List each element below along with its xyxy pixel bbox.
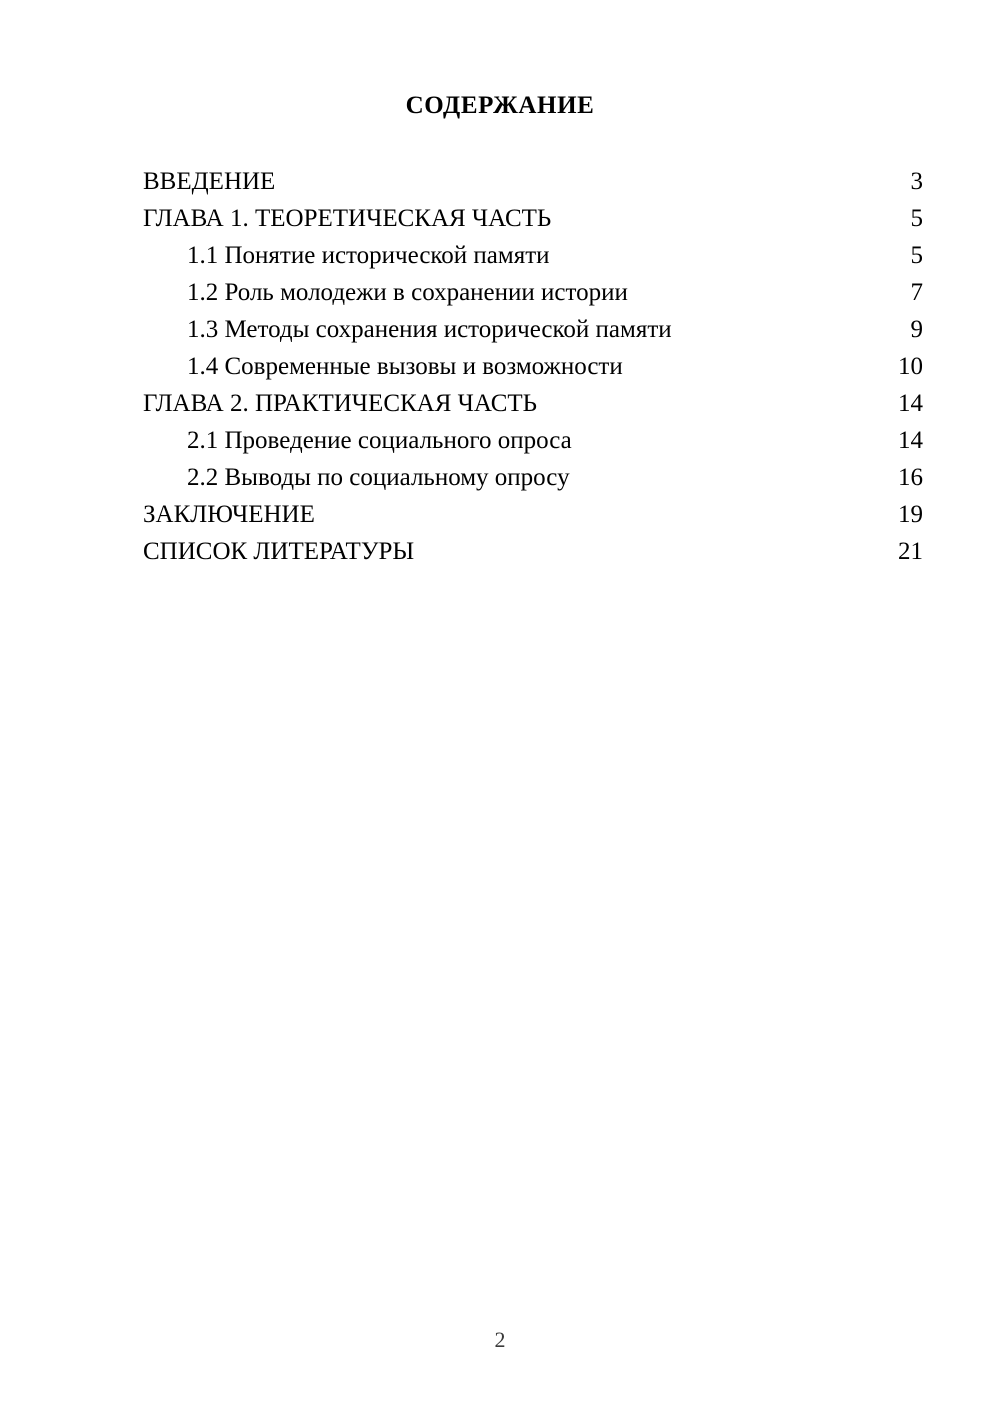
toc-entry-1-4[interactable] [143,348,923,385]
toc-entry-label: 2.2 Выводы по социальному опросу [187,464,570,491]
toc-entry-label: 1.3 Методы сохранения исторической памяти [187,316,672,343]
toc-entry-introduction[interactable] [143,163,923,200]
toc-entry-page: 14 [898,390,923,417]
toc-entry-1-1[interactable] [143,237,923,274]
toc-entry-conclusion[interactable] [143,496,923,533]
toc-entry-label: 1.4 Современные вызовы и возможности [187,353,623,380]
toc-entry-references[interactable] [143,533,923,570]
page-footer-number: 2 [494,1327,506,1352]
toc-entry-page: 10 [898,353,923,380]
toc-entry-label: СПИСОК ЛИТЕРАТУРЫ [143,538,415,565]
toc-entry-page: 3 [910,168,923,195]
toc-entry-2-1[interactable] [143,422,923,459]
toc-entry-chapter-2[interactable] [143,385,923,422]
page-title: СОДЕРЖАНИЕ [405,92,595,119]
toc-entry-page: 14 [898,427,923,454]
toc-entry-chapter-1[interactable] [143,200,923,237]
toc-entry-label: ГЛАВА 2. ПРАКТИЧЕСКАЯ ЧАСТЬ [143,390,538,417]
toc-entry-label: 1.1 Понятие исторической памяти [187,242,550,269]
toc-entry-page: 5 [910,205,923,232]
toc-entry-page: 16 [898,464,923,491]
toc-entry-1-3[interactable] [143,311,923,348]
toc-entry-label: ГЛАВА 1. ТЕОРЕТИЧЕСКАЯ ЧАСТЬ [143,205,552,232]
toc-entry-2-2[interactable] [143,459,923,496]
toc-entry-label: 2.1 Проведение социального опроса [187,427,572,454]
toc-entry-page: 9 [910,316,923,343]
toc-entry-label: ВВЕДЕНИЕ [143,168,276,195]
table-of-contents [143,163,923,570]
toc-entry-page: 5 [910,242,923,269]
toc-entry-page: 19 [898,501,923,528]
toc-entry-1-2[interactable] [143,274,923,311]
toc-entry-page: 21 [898,538,923,565]
toc-entry-label: 1.2 Роль молодежи в сохранении истории [187,279,628,306]
toc-entry-label: ЗАКЛЮЧЕНИЕ [143,501,315,528]
toc-entry-page: 7 [910,279,923,306]
